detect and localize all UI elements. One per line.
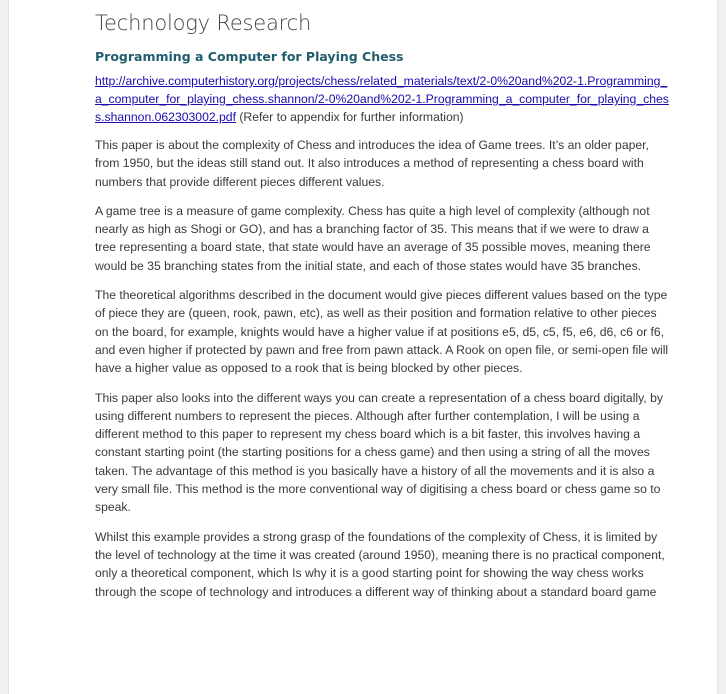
reference-note: (Refer to appendix for further information) — [235, 110, 464, 124]
section-heading: Programming a Computer for Playing Chess — [95, 49, 404, 64]
reference-link[interactable]: http://archive.computerhistory.org/projects/chess/related_materials/text/2-0%20and%202-1.Programming_a_computer_for_playing_chess.shannon/2-0%20and%202-1.Programming_a_computer_for_playing_chess.shannon.062303002.pdf — [95, 74, 669, 124]
paragraph-game-tree: A game tree is a measure of game complexity. Chess has quite a high level of complexity (although not nearly as high as Shogi or GO), and has a branching factor of 35. This means that if we were to draw a tree representing a board state, that state would have an average of 35 possible moves, meaning there would be 35 branching states from the initial state, and each of those states would have 35 branches. — [95, 203, 651, 273]
paragraph-conclusion: Whilst this example provides a strong grasp of the foundations of the complexity of Chess, it is limited by the level of technology at the time it was created (around 1950), meaning there is no practical component, only a theoretical component, which Is why it is a good starting point for showing the way chess works through the scope of technology and introduces a different way of thinking about a standard board game — [95, 529, 665, 599]
paragraph-intro: This paper is about the complexity of Chess and introduces the idea of Game trees. It’s an older paper, from 1950, but the ideas still stand out. It also introduces a method of representing a chess board with numbers that provide different pieces different values. — [95, 138, 649, 189]
paragraph-algorithms: The theoretical algorithms described in the document would give pieces different values based on the type of piece they are (queen, rook, pawn, etc), as well as their position and formation relative to other pieces on the board, for example, knights would have a higher value if at positions e5, d5, c5, f5, e6, d6, c6 or f6, and even higher if protected by pawn and free from pawn attack. A Rook on open file, or semi-open file will have a higher value as opposed to a rook that is being blocked by other pieces. — [95, 288, 669, 376]
paragraph-representation: This paper also looks into the different ways you can create a representation of a chess board digitally, by using different numbers to represent the pieces. Although after further contemplation, I will be using a different method to this paper to represent my chess board which is a bit faster, this involves having a constant starting point (the starting positions for a chess game) and then using a string of all the moves taken. The advantage of this method is you basically have a history of all the movements and it is also a very small file. This method is the more conventional way of digitising a chess board or chess game so to speak. — [95, 390, 663, 515]
document-content — [95, 8, 670, 612]
page-title: Technology Research — [95, 11, 312, 35]
document-page — [8, 0, 718, 694]
reference-line — [95, 72, 670, 126]
